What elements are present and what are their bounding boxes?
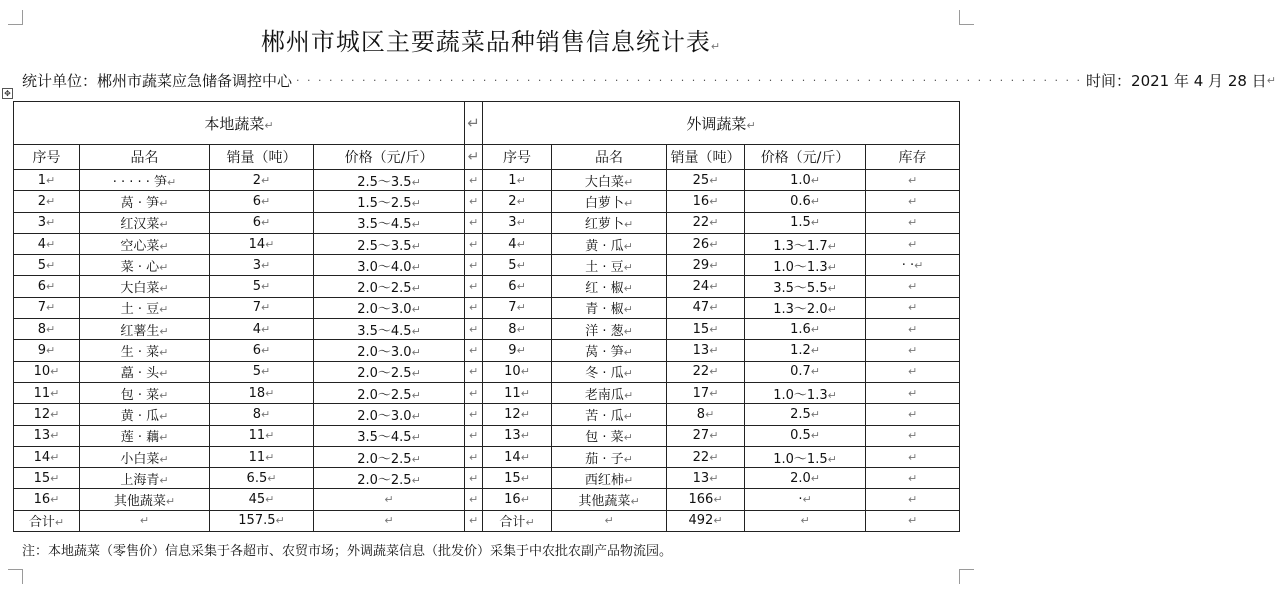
table-cell: 茄 · 子↵ [552,446,667,467]
gap-cell: ↵ [465,102,483,145]
footnote: 注：本地蔬菜（零售价）信息采集于各超市、农贸市场；外调蔬菜信息（批发价）采集于中农批农副产品物流园。 [22,544,673,559]
table-cell: ↵ [866,191,960,212]
table-cell: 26↵ [667,233,745,254]
table-cell: ·↵ [745,489,866,510]
header-cell: 价格（元/斤） [745,145,866,170]
table-cell: ↵ [745,510,866,531]
table-cell: 1.6↵ [745,319,866,340]
table-cell: 包 · 菜↵ [552,425,667,446]
table-cell: ↵ [866,276,960,297]
table-cell: 3.5～4.5↵ [314,212,465,233]
table-cell: 166↵ [667,489,745,510]
table-row [14,361,960,382]
section-imported: 外调蔬菜↵ [483,102,960,145]
gap-cell: ↵ [465,404,483,425]
table-cell: 1.5～2.5↵ [314,191,465,212]
table-cell: 5↵ [210,361,314,382]
table-cell: ↵ [866,340,960,361]
table-cell: ↵ [866,233,960,254]
table-cell: 18↵ [210,382,314,403]
table-cell: 7↵ [483,297,552,318]
total-imported-sales: 492↵ [667,510,745,531]
table-cell: 25↵ [667,170,745,191]
table-cell: ↵ [314,510,465,531]
table-cell: 13↵ [667,468,745,489]
table-cell: 藠 · 头↵ [80,361,210,382]
table-cell: 3.5～4.5↵ [314,425,465,446]
table-cell: 8↵ [483,319,552,340]
sales-table [13,101,960,532]
table-cell: 冬 · 瓜↵ [552,361,667,382]
table-row [14,489,960,510]
table-cell: 13↵ [483,425,552,446]
table-cell: 2↵ [210,170,314,191]
header-cell: 序号 [483,145,552,170]
table-cell: 大白菜↵ [80,276,210,297]
table-cell: 黄 · 瓜↵ [552,233,667,254]
table-row [14,446,960,467]
table-cell: 红薯生↵ [80,319,210,340]
table-row [14,340,960,361]
gap-cell: ↵ [465,212,483,233]
header-cell: 销量（吨） [210,145,314,170]
table-cell: 4↵ [210,319,314,340]
table-cell: 9↵ [14,340,80,361]
table-cell: · ·↵ [866,255,960,276]
table-cell: 白萝卜↵ [552,191,667,212]
table-cell: 8↵ [210,404,314,425]
table-cell: 2.5～3.5↵ [314,170,465,191]
table-cell: 2.0～3.0↵ [314,297,465,318]
gap-cell: ↵ [465,276,483,297]
table-cell: ↵ [314,489,465,510]
table-row [14,382,960,403]
table-cell: 3.5～4.5↵ [314,319,465,340]
table-cell: 11↵ [483,382,552,403]
table-cell: 2.0～3.0↵ [314,340,465,361]
table-cell: 5↵ [14,255,80,276]
table-cell: 7↵ [210,297,314,318]
table-row [14,276,960,297]
table-cell: 4↵ [483,233,552,254]
leader-dots: · · · · · · · · · · · · · · · · · · · · · · · · · · · · · · · · · · · · · · · · · · · · · · · · · · · · · · · · · · · · · · · · · · · · · · · · [296,73,1083,87]
table-cell: 45↵ [210,489,314,510]
table-cell: ↵ [866,212,960,233]
gap-cell: ↵ [465,319,483,340]
table-cell: 5↵ [210,276,314,297]
table-cell: ↵ [866,404,960,425]
header-cell: 品名 [80,145,210,170]
table-cell: 14↵ [210,233,314,254]
table-cell: 3↵ [210,255,314,276]
table-cell: 2.0～2.5↵ [314,446,465,467]
total-label: 合计↵ [483,510,552,531]
gap-cell: ↵ [465,191,483,212]
table-cell: 16↵ [483,489,552,510]
table-cell: 16↵ [14,489,80,510]
table-cell: 苦 · 瓜↵ [552,404,667,425]
table-cell: ↵ [866,489,960,510]
table-row [14,191,960,212]
table-cell: 1.5↵ [745,212,866,233]
table-cell: 1.0～1.3↵ [745,382,866,403]
table-cell: 6↵ [210,191,314,212]
table-cell: 3↵ [483,212,552,233]
table-cell: 0.6↵ [745,191,866,212]
table-cell: 包 · 菜↵ [80,382,210,403]
table-cell: 莴 · 笋↵ [80,191,210,212]
table-cell: 5↵ [483,255,552,276]
table-cell: ↵ [866,361,960,382]
table-cell: 24↵ [667,276,745,297]
section-local: 本地蔬菜↵ [14,102,465,145]
table-cell: 2.0～3.0↵ [314,404,465,425]
subtitle-line: 统计单位：郴州市蔬菜应急储备调控中心 · · · · · · · · · · · · · · · · · · · · · · · · · · · · · · · · · · · · · · · · · · · · · · · · · · · · · · · · · · · · · · · · · · · · · · · · 时间：2021 年 4 月 28 日 ↵ [22,71,1276,90]
table-cell: ↵ [866,382,960,403]
table-cell: 11↵ [14,382,80,403]
table-cell: 15↵ [667,319,745,340]
column-header-row [14,145,960,170]
total-row [14,510,960,531]
table-cell: 29↵ [667,255,745,276]
table-cell: 14↵ [483,446,552,467]
header-cell: 序号 [14,145,80,170]
table-cell: ↵ [80,510,210,531]
table-cell: 15↵ [14,468,80,489]
table-cell: 1.3～1.7↵ [745,233,866,254]
table-cell: 2.0～2.5↵ [314,382,465,403]
table-cell: · · · · · 笋↵ [80,170,210,191]
gap-cell: ↵ [465,233,483,254]
table-cell: 其他蔬菜↵ [80,489,210,510]
table-cell: 1.3～2.0↵ [745,297,866,318]
table-cell: 2.0～2.5↵ [314,468,465,489]
table-row [14,170,960,191]
table-cell: 2↵ [483,191,552,212]
table-cell: 27↵ [667,425,745,446]
table-cell: 莲 · 藕↵ [80,425,210,446]
table-cell: 22↵ [667,212,745,233]
table-cell: 11↵ [210,446,314,467]
table-cell: ↵ [866,468,960,489]
gap-cell: ↵ [465,297,483,318]
table-cell: 1.0↵ [745,170,866,191]
table-cell: 3.0～4.0↵ [314,255,465,276]
table-cell: 土 · 豆↵ [552,255,667,276]
table-cell: 菜 · 心↵ [80,255,210,276]
table-cell: 1↵ [483,170,552,191]
table-row [14,425,960,446]
table-cell: 1.2↵ [745,340,866,361]
total-label: 合计↵ [14,510,80,531]
table-row [14,255,960,276]
table-cell: 6.5↵ [210,468,314,489]
table-cell: 14↵ [14,446,80,467]
gap-cell: ↵ [465,361,483,382]
gap-cell: ↵ [465,170,483,191]
table-cell: 2.5～3.5↵ [314,233,465,254]
table-cell: 8↵ [14,319,80,340]
table-cell: 12↵ [14,404,80,425]
table-cell: 7↵ [14,297,80,318]
table-cell: 生 · 菜↵ [80,340,210,361]
gap-cell: ↵ [465,489,483,510]
table-cell: 17↵ [667,382,745,403]
table-cell: 红汉菜↵ [80,212,210,233]
statistics-unit: 统计单位：郴州市蔬菜应急储备调控中心 [22,71,293,90]
table-cell: 10↵ [14,361,80,382]
gap-cell: ↵ [465,446,483,467]
table-cell: 大白菜↵ [552,170,667,191]
table-cell: 0.5↵ [745,425,866,446]
header-cell: 库存 [866,145,960,170]
table-cell: 1.0～1.3↵ [745,255,866,276]
table-cell: 22↵ [667,361,745,382]
gap-cell: ↵ [465,425,483,446]
table-cell: 老南瓜↵ [552,382,667,403]
table-cell: 8↵ [667,404,745,425]
gap-cell: ↵ [465,340,483,361]
table-cell: ↵ [866,319,960,340]
table-cell: 2↵ [14,191,80,212]
table-cell: 15↵ [483,468,552,489]
table-cell: 16↵ [667,191,745,212]
table-cell: 2.0～2.5↵ [314,361,465,382]
table-cell: ↵ [866,425,960,446]
table-cell: 13↵ [667,340,745,361]
table-cell: 6↵ [210,340,314,361]
table-cell: 空心菜↵ [80,233,210,254]
table-cell: 11↵ [210,425,314,446]
table-cell: 6↵ [210,212,314,233]
table-cell: 2.5↵ [745,404,866,425]
gap-cell: ↵ [465,510,483,531]
table-cell: ↵ [866,510,960,531]
total-local-sales: 157.5↵ [210,510,314,531]
document-title: 郴州市城区主要蔬菜品种销售信息统计表↵ [260,28,722,56]
table-cell: ↵ [866,297,960,318]
gap-cell: ↵ [465,468,483,489]
table-cell: 上海青↵ [80,468,210,489]
table-row [14,233,960,254]
table-cell: 9↵ [483,340,552,361]
page-corner-mark [8,569,23,584]
table-cell: 洋 · 葱↵ [552,319,667,340]
statistics-date: 时间：2021 年 4 月 28 日 [1086,71,1267,90]
table-cell: ↵ [552,510,667,531]
header-cell: 销量（吨） [667,145,745,170]
table-cell: 小白菜↵ [80,446,210,467]
table-row [14,319,960,340]
table-cell: 0.7↵ [745,361,866,382]
table-cell: 西红柿↵ [552,468,667,489]
table-cell: 青 · 椒↵ [552,297,667,318]
page-corner-mark [959,569,974,584]
table-cell: 10↵ [483,361,552,382]
table-row [14,404,960,425]
table-cell: 莴 · 笋↵ [552,340,667,361]
table-cell: 红 · 椒↵ [552,276,667,297]
table-row [14,212,960,233]
table-cell: 12↵ [483,404,552,425]
table-row [14,468,960,489]
table-cell: 1↵ [14,170,80,191]
gap-cell: ↵ [465,382,483,403]
section-header-row [14,102,960,145]
header-cell: 价格（元/斤） [314,145,465,170]
table-cell: 2.0↵ [745,468,866,489]
table-cell: 其他蔬菜↵ [552,489,667,510]
table-cell: 13↵ [14,425,80,446]
table-cell: 土 · 豆↵ [80,297,210,318]
table-move-handle-icon[interactable]: ✥ [2,88,13,99]
table-cell: 3.5～5.5↵ [745,276,866,297]
table-cell: 黄 · 瓜↵ [80,404,210,425]
table-cell: 1.0～1.5↵ [745,446,866,467]
table-cell: 22↵ [667,446,745,467]
gap-cell: ↵ [465,145,483,170]
table-cell: 3↵ [14,212,80,233]
table-cell: 6↵ [14,276,80,297]
table-cell: ↵ [866,446,960,467]
table-row [14,297,960,318]
table-cell: 4↵ [14,233,80,254]
header-cell: 品名 [552,145,667,170]
table-cell: 47↵ [667,297,745,318]
table-cell: ↵ [866,170,960,191]
table-cell: 2.0～2.5↵ [314,276,465,297]
gap-cell: ↵ [465,255,483,276]
table-cell: 6↵ [483,276,552,297]
table-cell: 红萝卜↵ [552,212,667,233]
